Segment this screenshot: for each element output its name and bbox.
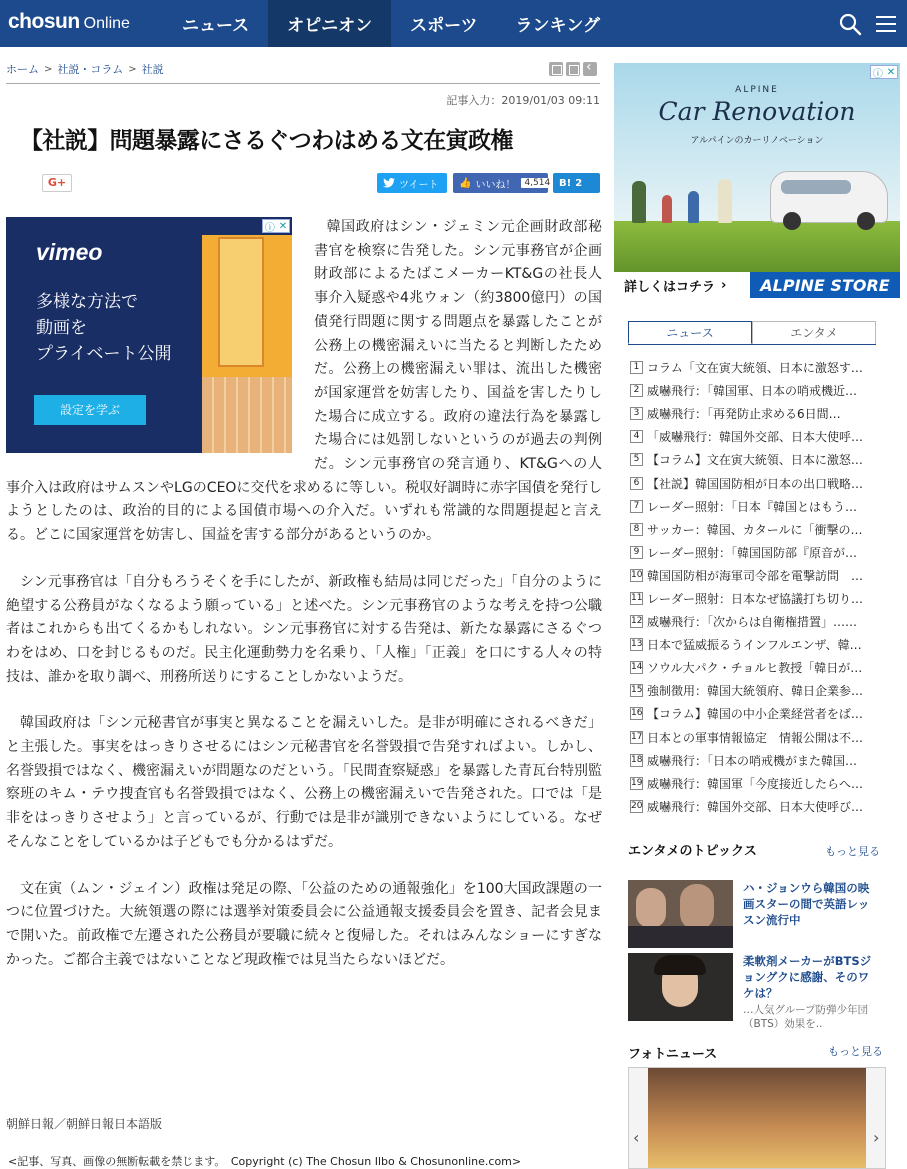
ad-cta-label: 詳しくはコチラ [624, 279, 716, 295]
ad-float-spacer [6, 216, 314, 460]
article-source: 朝鮮日報／朝鮮日報日本語版 [6, 1117, 163, 1131]
ranking-item-title: 日本との軍事情報協定 情報公開は不… [647, 730, 864, 745]
ranking-item-title: 威嚇飛行：「次からは自衛権措置」…… [647, 615, 858, 630]
vimeo-logo: vimeo [36, 239, 103, 265]
ranking-item-title: 威嚇飛行：「韓国軍、日本の哨戒機近… [647, 384, 858, 399]
ranking-item[interactable] [630, 379, 878, 402]
hatena-count: 2 [575, 177, 583, 189]
ranking-item-title: レーダー照射：「韓国国防部『原音が… [647, 545, 858, 560]
entame-topics-heading: エンタメのトピックス [628, 844, 757, 859]
ad-car-image [770, 171, 888, 223]
back-icon[interactable] [583, 62, 597, 76]
logo-main-text: chosun [8, 10, 80, 33]
breadcrumb-editorial-column[interactable]: 社説・コラム [57, 63, 124, 76]
search-icon[interactable] [838, 12, 862, 36]
ranking-item-title: サッカー：韓国、カタールに「衝撃の… [647, 522, 863, 537]
ranking-item[interactable] [630, 356, 878, 379]
rank-number: 14 [631, 662, 643, 673]
breadcrumb-separator: > [128, 63, 137, 75]
logo-sub-text: Online [83, 15, 130, 32]
ad-family-figure [718, 179, 732, 223]
article-paragraph: 韓国政府はシン・ジェミン元企画財政部秘書官を検察に告発した。シン元事務官が企画財政部によるたばこメーカーKT&Gの社長人事介入疑惑や4兆ウォン（約3800億円）の国債発行問題に関する問題点を暴露したことが公務上の機密漏えいに当たると判断したためだ。公務上の機密漏えい罪は、流出した機密が国家運営を妨害したり、国益を害したりした場合に成立する。政府の違法行為を暴露した場合には処罰しないというのが過去の判例だ。シン元事務官の発言通り、KT&Gへの人事介入は政府はサムスンやLGのCEOに交代を求めるに等しい。税収好調時に赤字国債を発行しようとしたのは、政治的目的による国債市場への介入だ。いずれも常識的な問題提起と言える。どこに国家運営を妨害し、国益を害する部分があるというのか。 [6, 219, 602, 544]
topic-title: 柔軟剤メーカーがBTSジョングクに感謝、そのワケは？ [743, 954, 872, 1000]
facebook-like-button[interactable] [453, 173, 551, 193]
font-size-icon[interactable] [566, 62, 580, 76]
rank-number: 7 [630, 500, 643, 513]
thumbs-up-icon: 👍 [459, 177, 472, 189]
rank-number: 1 [630, 361, 643, 374]
rank-number: 17 [631, 731, 643, 742]
photo-news-carousel [628, 1067, 886, 1169]
breadcrumb-home[interactable]: ホーム [6, 63, 39, 76]
ranking-item-title: ソウル大パク・チョルヒ教授「韓日が… [647, 661, 863, 676]
ranking-item-title: 威嚇飛行：「日本の哨戒機がまた韓国… [647, 753, 858, 768]
ranking-item-title: 【社説】韓国国防相が日本の出口戦略… [647, 476, 864, 491]
ad-store-label[interactable]: ALPINE STORE [750, 272, 900, 298]
topic-title: ハ・ジョンウら韓国の映画スターの間で英語レッスン流行中 [743, 881, 870, 927]
hatena-label: B! [559, 177, 572, 189]
ranking-item-title: レーダー照射：「日本『韓国とはもう… [647, 499, 858, 514]
article-dateline: 記事入力：2019/01/03 09:11 [446, 94, 600, 107]
photo-news-image[interactable] [648, 1068, 866, 1169]
rank-number: 6 [630, 477, 643, 490]
like-label: いいね！ [475, 179, 516, 191]
ranking-item-title: 日本で猛威振るうインフルエンザ、韓… [647, 638, 862, 653]
breadcrumb [6, 61, 164, 77]
ranking-item[interactable] [630, 564, 878, 587]
topic-thumbnail [628, 880, 733, 948]
entame-topic-item[interactable] [628, 953, 878, 1030]
rank-number: 2 [630, 384, 643, 397]
ad-subtitle: アルパインのカーリノベーション [690, 136, 824, 146]
chevron-right-icon: › [721, 277, 727, 293]
tab-news[interactable]: ニュース [628, 321, 752, 344]
rank-number: 3 [630, 407, 643, 420]
rank-number: 16 [631, 708, 643, 719]
photo-news-more-link[interactable]: もっと見る [828, 1045, 883, 1058]
ranking-item[interactable] [630, 471, 878, 494]
ranking-item[interactable] [630, 495, 878, 518]
topic-thumbnail [628, 953, 733, 1021]
ad-cta-bar [614, 272, 900, 298]
ad-family-figure [688, 191, 699, 223]
nav-item-sports[interactable]: スポーツ [410, 16, 478, 36]
ad-brand: ALPINE [735, 85, 779, 95]
ad-text-line: 動画を [36, 318, 87, 338]
article-tools [549, 62, 597, 76]
tweet-label: ツイート [399, 179, 439, 191]
rank-number: 19 [631, 777, 643, 788]
breadcrumb-editorial[interactable]: 社説 [141, 63, 164, 76]
ranking-tabs [628, 321, 876, 345]
entame-more-link[interactable]: もっと見る [825, 845, 880, 858]
hamburger-menu-icon[interactable] [875, 13, 897, 35]
ad-title: Car Renovation [658, 97, 856, 126]
article-headline: 【社説】問題暴露にさるぐつわはめる文在寅政権 [20, 128, 513, 154]
ranking-item[interactable] [630, 679, 878, 702]
divider [6, 83, 600, 84]
ranking-item[interactable] [630, 656, 878, 679]
rank-number: 10 [631, 569, 643, 580]
ranking-item-title: 「威嚇飛行：韓国外交部、日本大使呼… [647, 430, 864, 445]
ranking-item[interactable] [630, 702, 878, 725]
ranking-item[interactable] [630, 726, 878, 749]
topic-excerpt: …人気グループ防弾少年団（BTS）効果を.. [743, 1004, 869, 1030]
ad-details-link[interactable] [614, 272, 750, 298]
ranking-item[interactable] [630, 425, 878, 448]
article-paragraph: シン元事務官は「自分もろうそくを手にしたが、新政権も結局は同じだった」「自分のように絶望する公務員がなくなるよう願っている」と述べた。シン元事務官のような考えを持つ公職者はこれからも出てくるかもしれない。シン元事務官に対する告発は、新たな暴露にさるぐつわをはめ、口を封じるものだ。民主化運動勢力を名乗り、「人権」「正義」を口にする人々の特技は、誰かを取り調べ、刑務所送りにすることしかないようだ。 [6, 573, 602, 685]
twitter-bird-icon [383, 178, 395, 188]
rank-number: 15 [631, 685, 643, 696]
nav-item-opinion[interactable]: オピニオン [268, 0, 391, 47]
ranking-item[interactable] [630, 448, 878, 471]
rank-number: 18 [631, 754, 643, 765]
ranking-item-title: 【コラム】文在寅大統領、日本に激怒… [647, 453, 863, 468]
ranking-item-title: 威嚇飛行：「再発防止求める6日間… [647, 407, 841, 422]
ad-grass [614, 221, 900, 277]
hatena-bookmark-button[interactable] [553, 173, 600, 193]
entame-topic-item[interactable] [628, 880, 878, 948]
rank-number: 8 [630, 523, 643, 536]
ad-family-figure [662, 195, 672, 223]
site-logo[interactable] [8, 10, 130, 34]
ranking-item-title: 韓国国防相が海軍司令部を電撃訪問 … [647, 568, 864, 583]
adchoices-icon[interactable]: ⓘ ✕ [870, 65, 898, 79]
carousel-prev-arrow[interactable]: ‹ [633, 1128, 640, 1147]
ad-text-line: 多様な方法で [36, 292, 138, 312]
rank-number: 4 [630, 430, 643, 443]
ranking-item[interactable] [630, 772, 878, 795]
photo-news-heading: フォトニュース [628, 1047, 718, 1062]
ranking-item-title: 強制徴用：韓国大統領府、韓日企業参… [647, 684, 864, 699]
like-count: 4,514 [521, 178, 553, 188]
rank-number: 13 [631, 639, 643, 650]
ranking-item[interactable] [630, 402, 878, 425]
nav-item-news[interactable]: ニュース [182, 16, 250, 36]
ranking-item[interactable] [630, 610, 878, 633]
carousel-next-arrow[interactable]: › [873, 1128, 880, 1147]
ad-family-figure [632, 181, 646, 223]
ranking-item[interactable] [630, 587, 878, 610]
rank-number: 5 [630, 453, 643, 466]
nav-item-ranking[interactable]: ランキング [515, 16, 600, 36]
main-nav [163, 0, 619, 47]
rank-number: 12 [631, 616, 643, 627]
ranking-item-title: コラム「文在寅大統領、日本に激怒す… [647, 361, 863, 376]
article-body [6, 216, 602, 995]
article-paragraph: 韓国政府は「シン元秘書官が事実と異なることを漏えいした。是非が明確にされるべきだ」と主張した。事実をはっきりさせるにはシン元秘書官を名誉毀損で告発すればよい。しかし、名誉毀損ではなく、機密漏えいが問題なのだという。「民間査察疑惑」を暴露した青瓦台特別監察班のキム・テウ捜査官も名誉毀損ではなく、公務上の機密漏えいで告発された。口では「是非をはっきりさせよう」と言っているが、行動では是非が識別できないようにしている。なぜそんなことをしているかは子どもでも分かるはずだ。 [6, 715, 602, 850]
article-paragraph: 文在寅（ムン・ジェイン）政権は発足の際、「公益のための通報強化」を100大国政課題の一つに位置づけた。大統領選の際には選挙対策委員会に公益通報支援委員会を置き、記者会見まで開いた。前政権で左遷された公務員が要職に続々と復帰した。それはみんなショーにすぎなかった。ご都合主義ではないことなど現政権では見当たらないほどだ。 [6, 880, 602, 968]
print-icon[interactable] [549, 62, 563, 76]
rank-number: 11 [631, 592, 643, 603]
ad-learn-settings-button[interactable]: 設定を学ぶ [34, 395, 146, 425]
ranking-item-title: レーダー照射：日本なぜ協議打ち切り… [647, 591, 864, 606]
ranking-item-title: 威嚇飛行：韓国軍「今度接近したらへ… [647, 776, 864, 791]
ranking-item[interactable] [630, 541, 878, 564]
google-plus-button[interactable]: G+ [42, 174, 72, 192]
ranking-item[interactable] [630, 749, 878, 772]
rank-number: 20 [631, 800, 643, 811]
breadcrumb-separator: > [44, 63, 53, 75]
site-header [0, 0, 907, 47]
tab-entame[interactable]: エンタメ [752, 321, 876, 344]
copyright-notice: <記事、写真、画像の無断転載を禁じます。 Copyright (c) The Chosun Ilbo & Chosunonline.com> [8, 1155, 522, 1168]
tweet-button[interactable] [377, 173, 447, 193]
ranking-list [630, 356, 878, 818]
ranking-item-title: 【コラム】韓国の中小企業経営者をば… [647, 707, 863, 722]
rank-number: 9 [630, 546, 643, 559]
alpine-ad-banner[interactable] [614, 63, 900, 298]
ranking-item[interactable] [630, 518, 878, 541]
ranking-item[interactable] [630, 795, 878, 818]
ranking-item[interactable] [630, 633, 878, 656]
ranking-item-title: 威嚇飛行：韓国外交部、日本大使呼び… [647, 799, 864, 814]
ad-text-line: プライベート公開 [36, 344, 172, 364]
adchoices-icon[interactable]: ⓘ ✕ [262, 219, 290, 233]
